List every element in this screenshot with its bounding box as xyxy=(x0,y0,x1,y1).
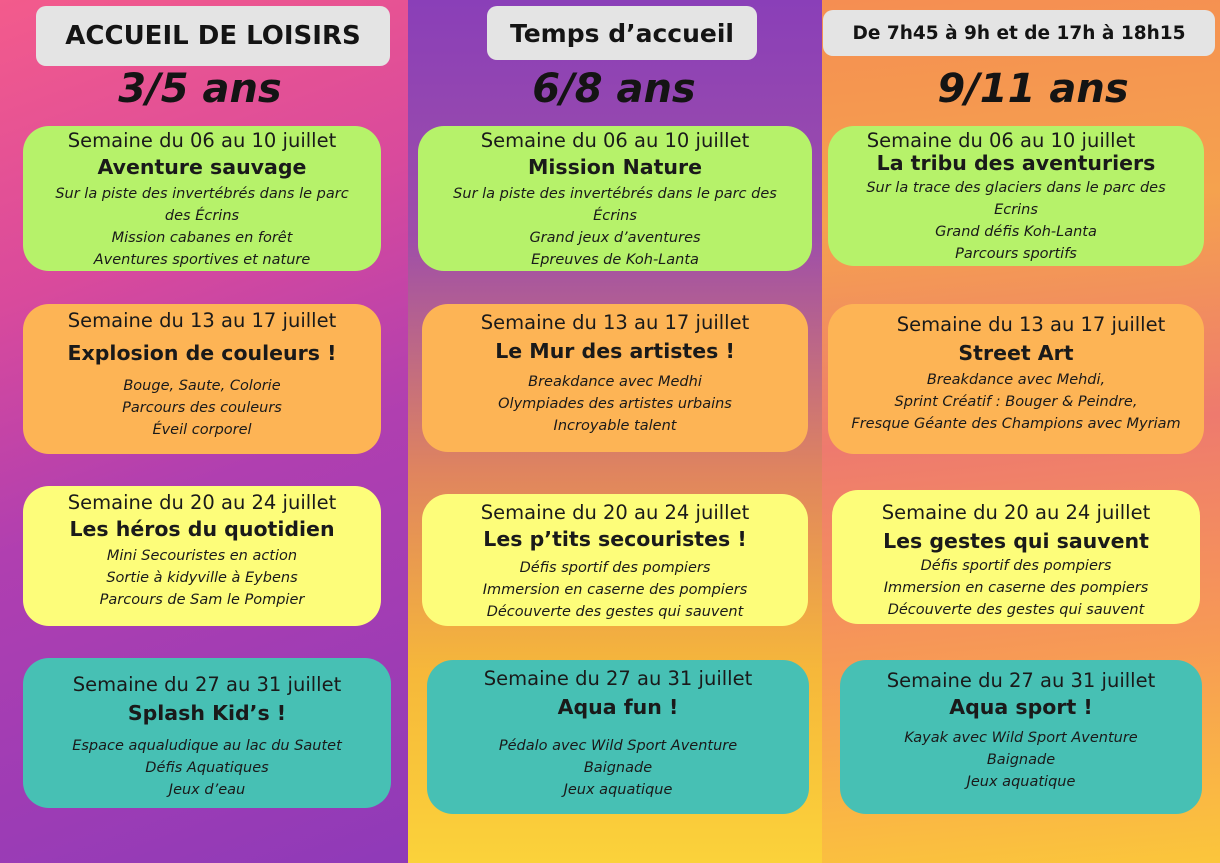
card-week: Semaine du 13 au 17 juillet xyxy=(67,309,337,332)
activity-line: Découverte des gestes qui sauvent xyxy=(887,602,1145,618)
card-title: Les p’tits secouristes ! xyxy=(483,527,747,551)
activity-line: Baignade xyxy=(583,760,653,776)
activity-line: Jeux d’eau xyxy=(168,782,246,798)
card-week: Semaine du 20 au 24 juillet xyxy=(67,491,337,514)
activity-line: Olympiades des artistes urbains xyxy=(498,396,732,412)
card-6-8-week-4 xyxy=(427,660,809,814)
activity-line: Breakdance avec Medhi xyxy=(528,374,702,390)
card-title: Splash Kid’s ! xyxy=(127,701,287,725)
card-6-8-week-1 xyxy=(418,126,812,271)
card-week: Semaine du 13 au 17 juillet xyxy=(480,311,750,334)
activity-line: Pédalo avec Wild Sport Aventure xyxy=(498,738,738,754)
activity-line: Sortie à kidyville à Eybens xyxy=(106,570,298,586)
activity-line: Breakdance avec Mehdi, xyxy=(926,372,1106,388)
card-week: Semaine du 13 au 17 juillet xyxy=(896,313,1166,336)
age-label-9-11: 9/11 ans xyxy=(937,66,1129,112)
activity-line: Incroyable talent xyxy=(553,418,677,434)
card-title: Aqua fun ! xyxy=(557,695,679,719)
card-6-8-week-3 xyxy=(422,494,808,626)
card-title: Aventure sauvage xyxy=(97,155,307,179)
activity-line: Immersion en caserne des pompiers xyxy=(482,582,748,598)
card-title: La tribu des aventuriers xyxy=(876,151,1156,175)
activity-line: Parcours sportifs xyxy=(955,246,1077,262)
card-week: Semaine du 06 au 10 juillet xyxy=(480,129,750,152)
activity-line: Défis sportif des pompiers xyxy=(920,558,1112,574)
card-3-5-week-1 xyxy=(23,126,381,271)
card-week: Semaine du 27 au 31 juillet xyxy=(886,669,1156,692)
activity-line: Aventures sportives et nature xyxy=(93,252,311,268)
activity-line: Epreuves de Koh-Lanta xyxy=(531,252,699,268)
activity-line: Grand jeux d’aventures xyxy=(529,230,701,246)
activity-line: Parcours des couleurs xyxy=(122,400,282,416)
activity-line: Baignade xyxy=(986,752,1056,768)
card-9-11-week-1 xyxy=(828,126,1204,266)
activity-line: Défis Aquatiques xyxy=(145,760,269,776)
card-title: Aqua sport ! xyxy=(949,695,1093,719)
activity-line: Parcours de Sam le Pompier xyxy=(99,592,305,608)
header-accueil-de-loisirs: ACCUEIL DE LOISIRS xyxy=(36,6,390,66)
card-6-8-week-2 xyxy=(422,304,808,452)
activity-line: Bouge, Saute, Colorie xyxy=(123,378,281,394)
card-title: Mission Nature xyxy=(527,155,703,179)
header-temps-accueil: Temps d’accueil xyxy=(487,6,757,60)
activity-line: Éveil corporel xyxy=(152,422,252,438)
card-week: Semaine du 20 au 24 juillet xyxy=(480,501,750,524)
card-week: Semaine du 27 au 31 juillet xyxy=(483,667,753,690)
card-title: Street Art xyxy=(958,341,1074,365)
card-week: Semaine du 06 au 10 juillet xyxy=(866,129,1136,152)
card-week: Semaine du 06 au 10 juillet xyxy=(67,129,337,152)
activity-line: Mission cabanes en forêt xyxy=(111,230,293,246)
activity-line: Fresque Géante des Champions avec Myriam xyxy=(851,416,1181,432)
activity-line: Jeux aquatique xyxy=(966,774,1076,790)
activity-line: Sur la piste des invertébrés dans le parc des Écrins xyxy=(55,186,349,224)
activity-line: Espace aqualudique au lac du Sautet xyxy=(72,738,342,754)
age-label-6-8: 6/8 ans xyxy=(532,66,696,112)
activity-line: Jeux aquatique xyxy=(563,782,673,798)
activity-line: Sprint Créatif : Bouger & Peindre, xyxy=(894,394,1138,410)
card-3-5-week-4 xyxy=(23,658,391,808)
activity-line: Kayak avec Wild Sport Aventure xyxy=(904,730,1138,746)
activity-line: Découverte des gestes qui sauvent xyxy=(486,604,744,620)
activity-line: Sur la piste des invertébrés dans le parc des Écrins xyxy=(453,186,777,224)
card-3-5-week-2 xyxy=(23,304,381,454)
activity-line: Mini Secouristes en action xyxy=(106,548,298,564)
card-title: Explosion de couleurs ! xyxy=(67,341,337,365)
card-9-11-week-2 xyxy=(828,304,1204,454)
header-horaires: De 7h45 à 9h et de 17h à 18h15 xyxy=(823,10,1215,56)
activity-line: Sur la trace des glaciers dans le parc des Ecrins xyxy=(866,180,1166,218)
activity-line: Défis sportif des pompiers xyxy=(519,560,711,576)
age-label-3-5: 3/5 ans xyxy=(118,66,282,112)
card-3-5-week-3 xyxy=(23,486,381,626)
card-title: Les gestes qui sauvent xyxy=(883,529,1149,553)
card-week: Semaine du 27 au 31 juillet xyxy=(72,673,342,696)
card-week: Semaine du 20 au 24 juillet xyxy=(881,501,1151,524)
card-title: Le Mur des artistes ! xyxy=(495,339,735,363)
card-9-11-week-3 xyxy=(832,490,1200,624)
card-title: Les héros du quotidien xyxy=(69,517,335,541)
activity-line: Immersion en caserne des pompiers xyxy=(883,580,1149,596)
card-9-11-week-4 xyxy=(840,660,1202,814)
activity-line: Grand défis Koh-Lanta xyxy=(935,224,1097,240)
